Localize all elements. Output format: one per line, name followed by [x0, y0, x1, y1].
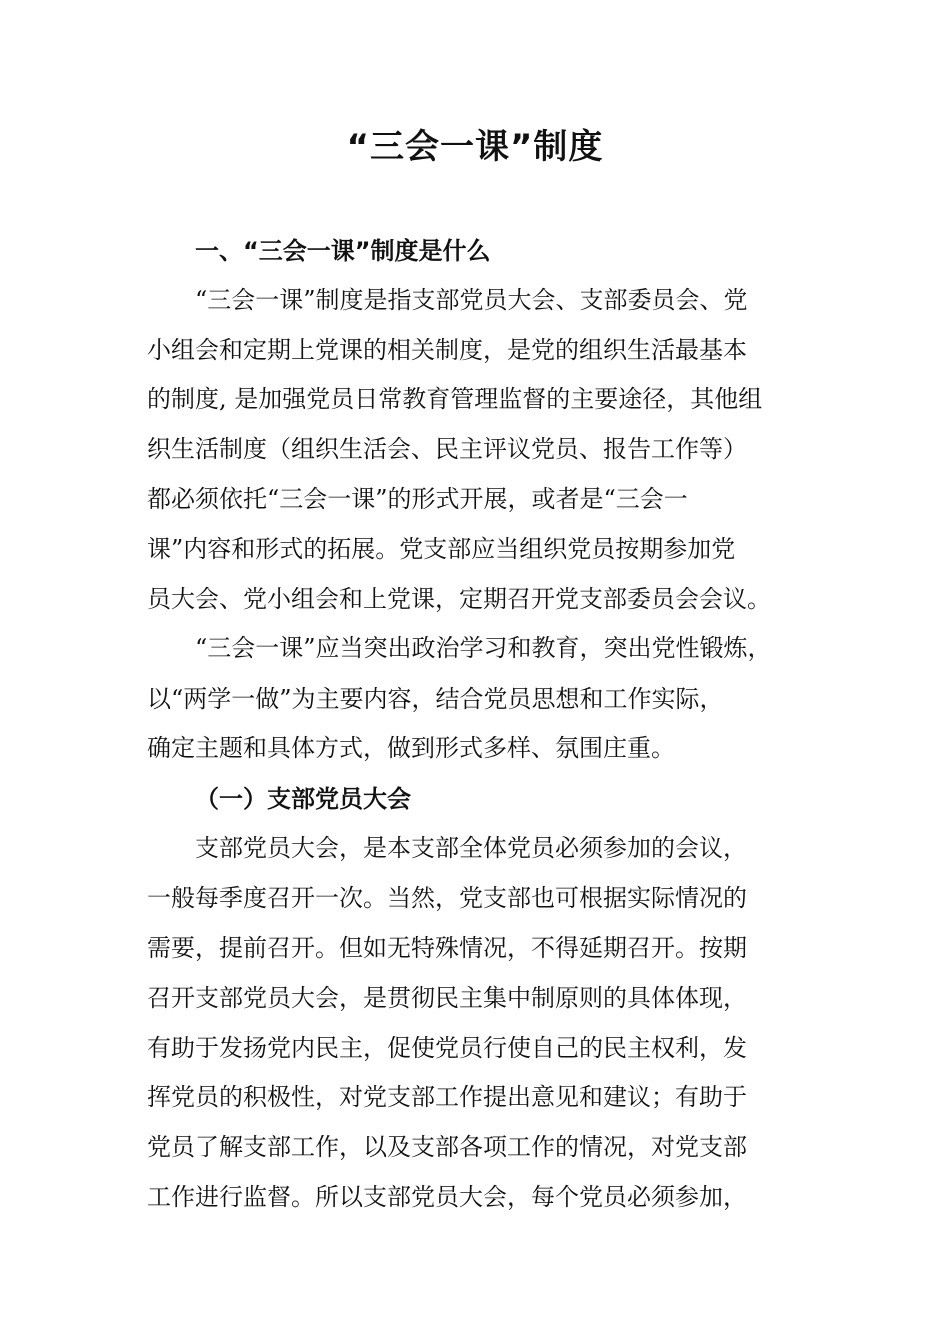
section-heading: 一、“三会一课”制度是什么 — [195, 237, 491, 265]
paragraph-line: 挥党员的积极性，对党支部工作提出意见和建议；有助于 — [147, 1083, 747, 1111]
paragraph-line: 召开支部党员大会，是贯彻民主集中制原则的具体体现， — [147, 984, 747, 1012]
paragraph-line: 党员了解支部工作，以及支部各项工作的情况，对党支部 — [147, 1133, 747, 1161]
paragraph-line: “三会一课”制度是指支部党员大会、支部委员会、党 — [195, 286, 748, 314]
paragraph-line: 都必须依托“三会一课”的形式开展，或者是“三会一 — [147, 485, 688, 513]
paragraph-line: 小组会和定期上党课的相关制度，是党的组织生活最基本 — [147, 336, 747, 364]
document-title: “三会一课”制度 — [346, 127, 604, 167]
paragraph-line: “三会一课”应当突出政治学习和教育，突出党性锻炼， — [195, 634, 772, 662]
paragraph-line: 有助于发扬党内民主，促使党员行使自己的民主权利，发 — [147, 1034, 747, 1062]
paragraph-line: 织生活制度（组织生活会、民主评议党员、报告工作等） — [147, 435, 747, 463]
paragraph-line: 工作进行监督。所以支部党员大会，每个党员必须参加， — [147, 1183, 747, 1211]
subsection-heading: （一）支部党员大会 — [195, 785, 411, 813]
paragraph-line: 员大会、党小组会和上党课，定期召开党支部委员会会议。 — [147, 585, 771, 613]
paragraph-line: 的制度, 是加强党员日常教育管理监督的主要途径，其他组 — [147, 385, 763, 413]
paragraph-line: 支部党员大会，是本支部全体党员必须参加的会议， — [195, 834, 747, 862]
paragraph-line: 课”内容和形式的拓展。党支部应当组织党员按期参加党 — [147, 535, 736, 563]
paragraph-line: 确定主题和具体方式，做到形式多样、氛围庄重。 — [147, 734, 675, 762]
paragraph-line: 以“两学一做”为主要内容，结合党员思想和工作实际， — [147, 685, 724, 713]
paragraph-line: 需要，提前召开。但如无特殊情况，不得延期召开。按期 — [147, 934, 747, 962]
paragraph-line: 一般每季度召开一次。当然，党支部也可根据实际情况的 — [147, 884, 747, 912]
